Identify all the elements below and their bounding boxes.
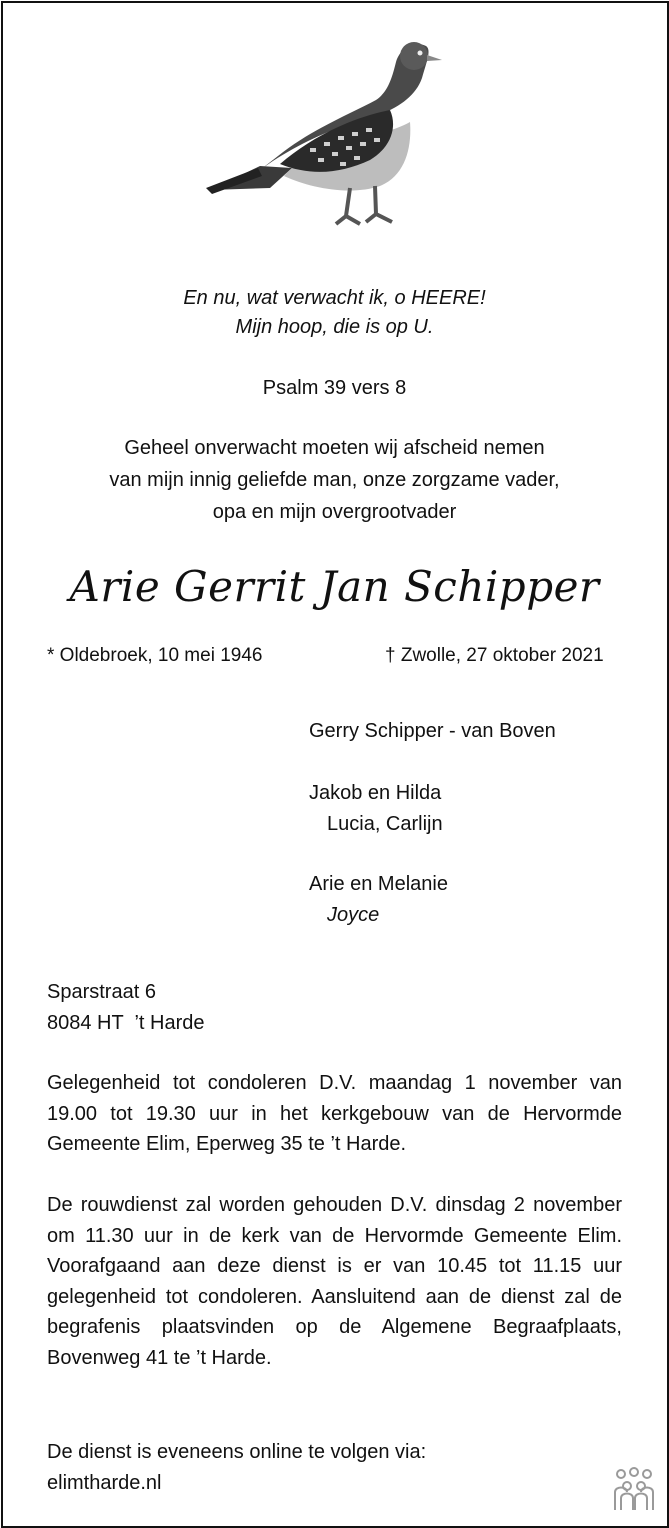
- family-spouse: Gerry Schipper - van Boven: [309, 720, 556, 742]
- intro-line-3: opa en mijn overgrootvader: [212, 501, 457, 523]
- birth-info: * Oldebroek, 10 mei 1946: [47, 645, 263, 666]
- family-grandchildren-1: Lucia, Carlijn: [327, 813, 443, 835]
- address-city: 8084 HT ’t Harde: [47, 1011, 205, 1034]
- verse-reference: Psalm 39 vers 8: [262, 377, 407, 399]
- address-street: Sparstraat 6: [47, 981, 156, 1003]
- death-info: † Zwolle, 27 oktober 2021: [385, 645, 604, 666]
- online-link[interactable]: elimtharde.nl: [47, 1471, 162, 1494]
- bible-verse: [0, 284, 669, 342]
- pigeon-icon: [200, 38, 450, 238]
- verse-line-2: Mijn hoop, die is op U.: [235, 316, 434, 338]
- intro-line-1: Geheel onverwacht moeten wij afscheid nemen: [124, 437, 545, 459]
- intro-line-2: van mijn innig geliefde man, onze zorgzame vader,: [109, 469, 560, 491]
- intro-text: [0, 432, 669, 528]
- family-grandchildren-2: Joyce: [327, 904, 380, 926]
- family-child-1: [309, 778, 443, 840]
- deceased-name: Arie Gerrit Jan Schipper: [69, 562, 600, 611]
- service-text: De rouwdienst zal worden gehouden D.V. dinsdag 2 november om 11.30 uur in de kerk van de Hervormde Gemeente Elim. Voorafgaand aan deze dienst is er van 10.45 tot 11.15 uur gelegenheid tot condoleren. Aansluitend aan de dienst zal de begrafenis plaatsvinden op de Algemene Begraafplaats, Bovenweg 41 te ’t Harde.: [47, 1194, 622, 1369]
- family-child-2: [309, 869, 448, 931]
- online-info: [47, 1437, 622, 1498]
- family-child-1-names: Jakob en Hilda: [309, 782, 442, 804]
- family-child-2-names: Arie en Melanie: [309, 873, 448, 895]
- address-block: [47, 977, 622, 1038]
- online-text: De dienst is eveneens online te volgen via:: [47, 1441, 427, 1463]
- people-group-icon: [611, 1466, 657, 1512]
- verse-line-1: En nu, wat verwacht ik, o HEERE!: [183, 287, 486, 309]
- condolence-text: Gelegenheid tot condoleren D.V. maandag 1 november van 19.00 tot 19.30 uur in het kerkgebouw van de Hervormde Gemeente Elim, Eperweg 35 te ’t Harde.: [47, 1072, 622, 1155]
